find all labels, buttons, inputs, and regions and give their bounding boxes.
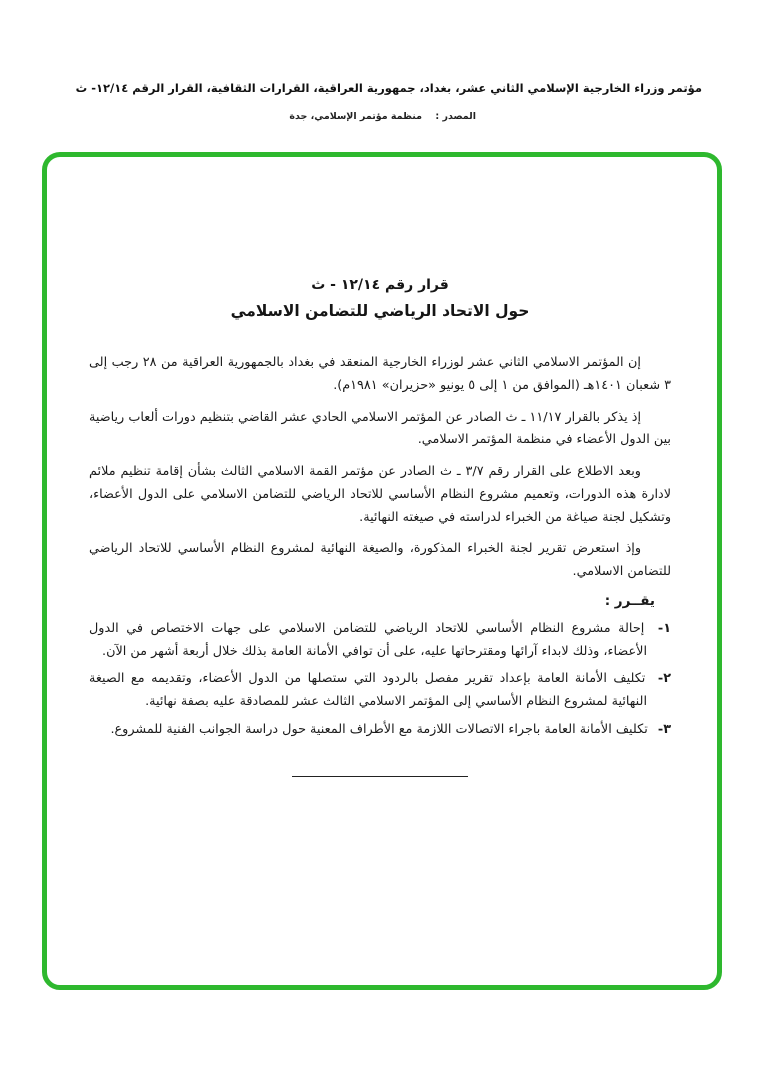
decision-subject-title: حول الاتحاد الرياضي للتضامن الاسلامي <box>230 302 530 320</box>
source-value: منظمة مؤتمر الإسلامي، جدة <box>289 111 423 122</box>
decision-number-title: قرار رقم ١٢/١٤ - ث <box>311 277 449 293</box>
item-text: إحالة مشروع النظام الأساسي للاتحاد الرياضي للتضامن الاسلامي على جهات الاختصاص في الدول الأعضاء، وذلك لابداء آرائها ومقترحاتها عليه، على أن توافي الأمانة العامة بذلك خلال أربعة أشهر من الآن. <box>89 620 647 659</box>
resolution-label: يقــرر : <box>604 592 655 609</box>
document-frame <box>42 152 722 990</box>
item-number: ٢- <box>657 671 671 687</box>
list-item <box>89 668 671 714</box>
list-item <box>89 618 671 664</box>
item-number: ٣- <box>657 721 671 737</box>
item-text: تكليف الأمانة العامة باجراء الاتصالات اللازمة مع الأطراف المعنية حول دراسة الجوانب الفنية للمشروع. <box>110 721 648 737</box>
closing-divider-line <box>292 776 468 777</box>
paragraph: إذ يذكر بالقرار ١١/١٧ ـ ث الصادر عن المؤتمر الاسلامي الحادي عشر القاضي بتنظيم دورات ألعاب رياضية بين الدول الأعضاء في منظمة المؤتمر الاسلامي. <box>89 409 671 448</box>
item-text: تكليف الأمانة العامة بإعداد تقرير مفصل بالردود التي ستصلها من الدول الأعضاء، وتقديمه مع الصيغة النهائية لمشروع النظام الأساسي إلى المؤتمر الاسلامي الثالث عشر للمصادقة عليه بصفة نهائية. <box>89 671 647 710</box>
document-content <box>47 157 717 777</box>
paragraph: إن المؤتمر الاسلامي الثاني عشر لوزراء الخارجية المنعقد في بغداد بالجمهورية العراقية من ٢٨ رجب إلى ٣ شعبان ١٤٠١هـ (الموافق من ١ إلى ٥ يونيو «حزيران» ١٩٨١م). <box>89 355 671 393</box>
paragraph: وإذ استعرض تقرير لجنة الخبراء المذكورة، والصيغة النهائية لمشروع النظام الأساسي للاتحاد الرياضي للتضامن الاسلامي. <box>89 541 671 580</box>
list-item <box>89 719 671 742</box>
source-label: المصدر : <box>435 111 476 122</box>
source-line <box>289 111 476 122</box>
document-title <box>89 277 671 320</box>
document-header-citation: مؤتمر وزراء الخارجية الإسلامي الثاني عشر، بغداد، جمهورية العراقية، القرارات الثقافية، القرار الرقم ١٢/١٤- ث <box>75 81 702 95</box>
item-number: ١- <box>657 620 671 636</box>
paragraph: وبعد الاطلاع على القرار رقم ٣/٧ ـ ث الصادر عن مؤتمر القمة الاسلامي الثالث بشأن إقامة تنظيم ملائم لادارة هذه الدورات، وتعميم مشروع النظام الأساسي للاتحاد الرياضي للتضامن الاسلامي على الدول الأعضاء، وتشكيل لجنة صياغة من الخبراء لدراسته في صيغته النهائية. <box>89 464 671 525</box>
